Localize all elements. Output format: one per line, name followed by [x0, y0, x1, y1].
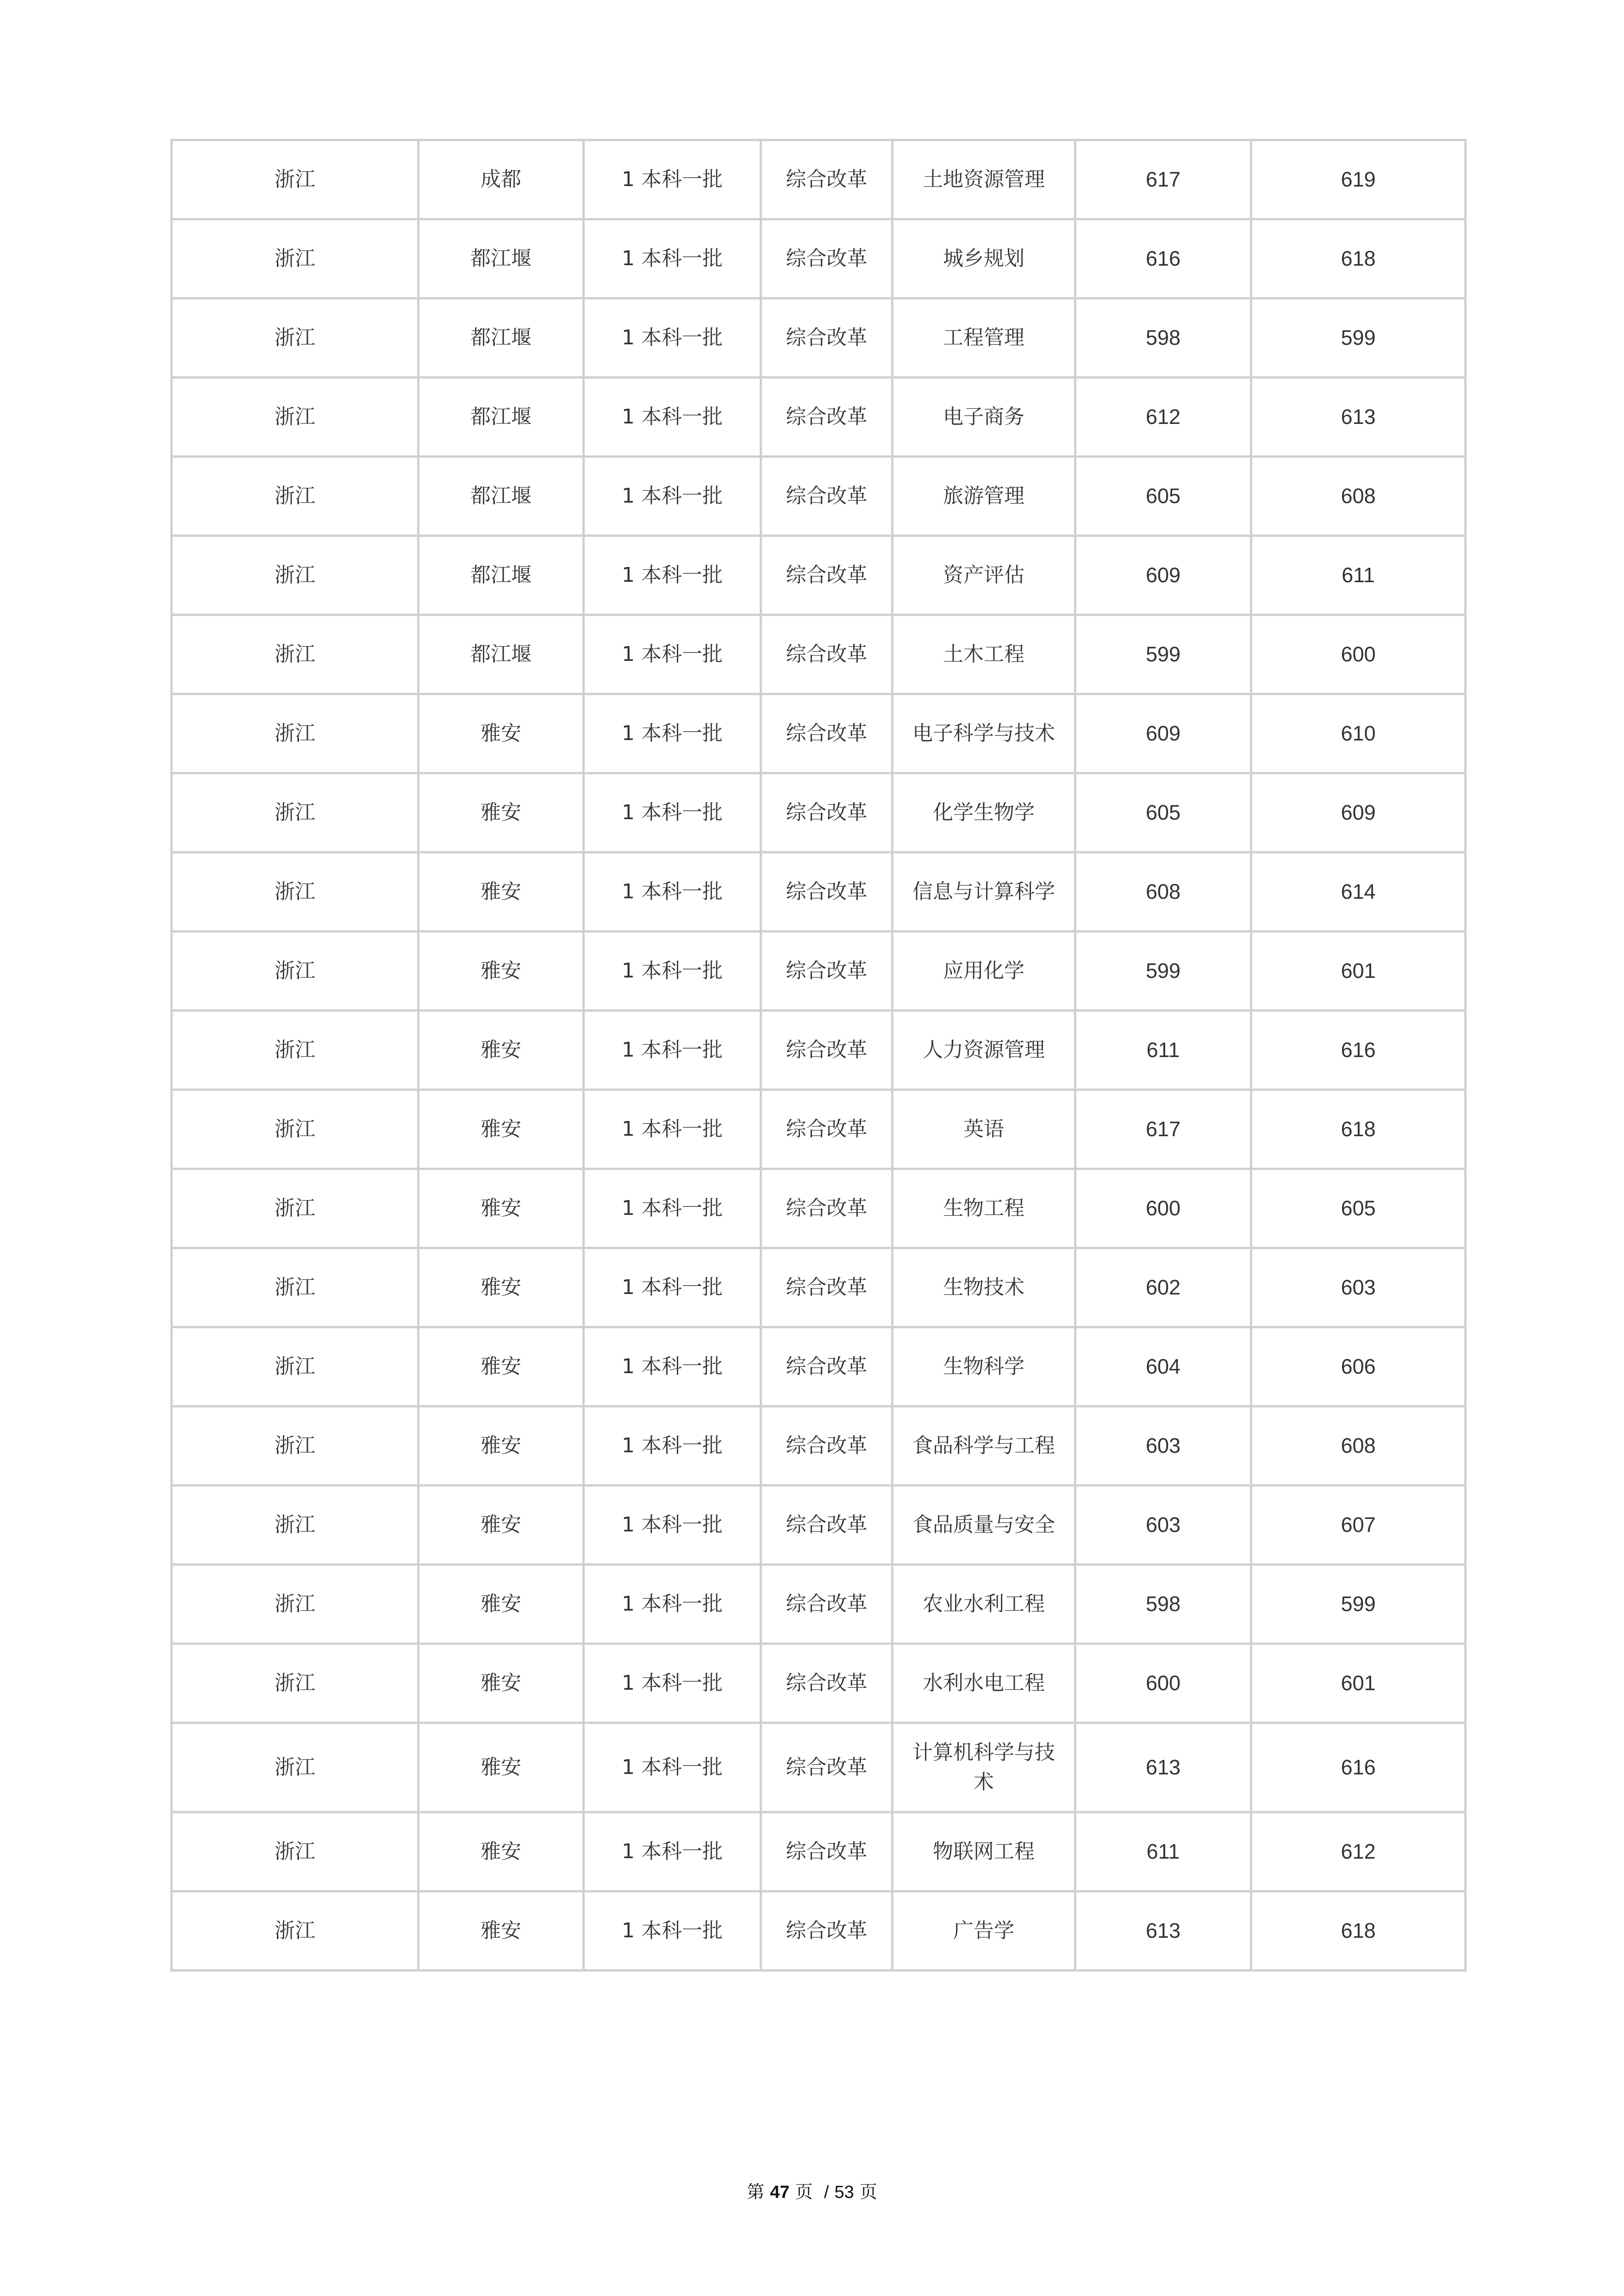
- min-score-cell: 612: [1075, 378, 1251, 457]
- batch-cell: 1 本科一批: [584, 1565, 761, 1644]
- major-cell: 城乡规划: [893, 219, 1075, 299]
- min-score-cell: 609: [1075, 536, 1251, 615]
- page-footer: [0, 2178, 1624, 2203]
- subject-type-cell: 综合改革: [761, 457, 893, 536]
- max-score-cell: 618: [1251, 1892, 1466, 1971]
- min-score-cell: 605: [1075, 773, 1251, 852]
- min-score-cell: 613: [1075, 1723, 1251, 1812]
- table-row: [172, 378, 1466, 457]
- max-score-cell: 608: [1251, 1406, 1466, 1486]
- footer-separator: /: [824, 2183, 829, 2202]
- major-cell: 农业水利工程: [893, 1565, 1075, 1644]
- subject-type-cell: 综合改革: [761, 1090, 893, 1169]
- max-score-cell: 599: [1251, 299, 1466, 378]
- subject-type-cell: 综合改革: [761, 299, 893, 378]
- campus-cell: 雅安: [418, 1723, 584, 1812]
- province-cell: 浙江: [172, 1169, 418, 1248]
- max-score-cell: 600: [1251, 615, 1466, 694]
- batch-cell: 1 本科一批: [584, 1406, 761, 1486]
- min-score-cell: 616: [1075, 219, 1251, 299]
- min-score-cell: 599: [1075, 932, 1251, 1011]
- current-page: 47: [770, 2183, 790, 2202]
- campus-cell: 雅安: [418, 1327, 584, 1406]
- campus-cell: 雅安: [418, 694, 584, 773]
- campus-cell: 都江堰: [418, 536, 584, 615]
- province-cell: 浙江: [172, 1644, 418, 1723]
- max-score-cell: 612: [1251, 1812, 1466, 1892]
- table-row: [172, 1486, 1466, 1565]
- max-score-cell: 613: [1251, 378, 1466, 457]
- table-row: [172, 1090, 1466, 1169]
- table-row: [172, 140, 1466, 219]
- province-cell: 浙江: [172, 378, 418, 457]
- max-score-cell: 609: [1251, 773, 1466, 852]
- min-score-cell: 603: [1075, 1406, 1251, 1486]
- major-cell: 旅游管理: [893, 457, 1075, 536]
- subject-type-cell: 综合改革: [761, 1327, 893, 1406]
- subject-type-cell: 综合改革: [761, 694, 893, 773]
- province-cell: 浙江: [172, 140, 418, 219]
- subject-type-cell: 综合改革: [761, 1169, 893, 1248]
- major-cell: 水利水电工程: [893, 1644, 1075, 1723]
- campus-cell: 雅安: [418, 1406, 584, 1486]
- min-score-cell: 617: [1075, 1090, 1251, 1169]
- province-cell: 浙江: [172, 457, 418, 536]
- major-cell: 土地资源管理: [893, 140, 1075, 219]
- max-score-cell: 599: [1251, 1565, 1466, 1644]
- table-row: [172, 219, 1466, 299]
- batch-cell: 1 本科一批: [584, 536, 761, 615]
- min-score-cell: 617: [1075, 140, 1251, 219]
- major-cell: 电子科学与技术: [893, 694, 1075, 773]
- major-cell: 工程管理: [893, 299, 1075, 378]
- table-row: [172, 932, 1466, 1011]
- campus-cell: 雅安: [418, 1090, 584, 1169]
- subject-type-cell: 综合改革: [761, 1486, 893, 1565]
- campus-cell: 都江堰: [418, 299, 584, 378]
- subject-type-cell: 综合改革: [761, 852, 893, 932]
- major-cell: 信息与计算科学: [893, 852, 1075, 932]
- campus-cell: 雅安: [418, 1248, 584, 1327]
- major-cell: 生物科学: [893, 1327, 1075, 1406]
- major-cell: 物联网工程: [893, 1812, 1075, 1892]
- footer-page-word: 页: [795, 2182, 813, 2202]
- table-row: [172, 536, 1466, 615]
- subject-type-cell: 综合改革: [761, 1723, 893, 1812]
- subject-type-cell: 综合改革: [761, 219, 893, 299]
- campus-cell: 雅安: [418, 1486, 584, 1565]
- min-score-cell: 600: [1075, 1644, 1251, 1723]
- batch-cell: 1 本科一批: [584, 1812, 761, 1892]
- province-cell: 浙江: [172, 1812, 418, 1892]
- subject-type-cell: 综合改革: [761, 1892, 893, 1971]
- footer-prefix: 第: [747, 2182, 765, 2202]
- major-cell: 食品质量与安全: [893, 1486, 1075, 1565]
- campus-cell: 雅安: [418, 1644, 584, 1723]
- province-cell: 浙江: [172, 1011, 418, 1090]
- min-score-cell: 605: [1075, 457, 1251, 536]
- major-cell: 人力资源管理: [893, 1011, 1075, 1090]
- table-row: [172, 299, 1466, 378]
- min-score-cell: 611: [1075, 1812, 1251, 1892]
- table-row: [172, 615, 1466, 694]
- campus-cell: 雅安: [418, 1812, 584, 1892]
- max-score-cell: 603: [1251, 1248, 1466, 1327]
- table-row: [172, 1644, 1466, 1723]
- batch-cell: 1 本科一批: [584, 1327, 761, 1406]
- subject-type-cell: 综合改革: [761, 1565, 893, 1644]
- batch-cell: 1 本科一批: [584, 1090, 761, 1169]
- max-score-cell: 611: [1251, 536, 1466, 615]
- province-cell: 浙江: [172, 219, 418, 299]
- batch-cell: 1 本科一批: [584, 852, 761, 932]
- min-score-cell: 613: [1075, 1892, 1251, 1971]
- batch-cell: 1 本科一批: [584, 299, 761, 378]
- min-score-cell: 608: [1075, 852, 1251, 932]
- batch-cell: 1 本科一批: [584, 615, 761, 694]
- table-row: [172, 457, 1466, 536]
- province-cell: 浙江: [172, 773, 418, 852]
- province-cell: 浙江: [172, 536, 418, 615]
- max-score-cell: 616: [1251, 1011, 1466, 1090]
- campus-cell: 雅安: [418, 773, 584, 852]
- province-cell: 浙江: [172, 1406, 418, 1486]
- min-score-cell: 600: [1075, 1169, 1251, 1248]
- batch-cell: 1 本科一批: [584, 1892, 761, 1971]
- campus-cell: 雅安: [418, 852, 584, 932]
- province-cell: 浙江: [172, 1892, 418, 1971]
- min-score-cell: 599: [1075, 615, 1251, 694]
- subject-type-cell: 综合改革: [761, 932, 893, 1011]
- major-cell: 生物工程: [893, 1169, 1075, 1248]
- major-cell: 广告学: [893, 1892, 1075, 1971]
- min-score-cell: 611: [1075, 1011, 1251, 1090]
- table-row: [172, 773, 1466, 852]
- campus-cell: 都江堰: [418, 219, 584, 299]
- major-cell: 计算机科学与技术: [893, 1723, 1075, 1812]
- max-score-cell: 619: [1251, 140, 1466, 219]
- batch-cell: 1 本科一批: [584, 1011, 761, 1090]
- table-row: [172, 1327, 1466, 1406]
- table-row: [172, 1723, 1466, 1812]
- max-score-cell: 601: [1251, 1644, 1466, 1723]
- campus-cell: 雅安: [418, 1892, 584, 1971]
- table-row: [172, 1248, 1466, 1327]
- subject-type-cell: 综合改革: [761, 536, 893, 615]
- table-row: [172, 1406, 1466, 1486]
- max-score-cell: 616: [1251, 1723, 1466, 1812]
- min-score-cell: 609: [1075, 694, 1251, 773]
- major-cell: 生物技术: [893, 1248, 1075, 1327]
- min-score-cell: 598: [1075, 299, 1251, 378]
- subject-type-cell: 综合改革: [761, 1406, 893, 1486]
- subject-type-cell: 综合改革: [761, 615, 893, 694]
- campus-cell: 雅安: [418, 1011, 584, 1090]
- min-score-cell: 604: [1075, 1327, 1251, 1406]
- province-cell: 浙江: [172, 1090, 418, 1169]
- batch-cell: 1 本科一批: [584, 1248, 761, 1327]
- admission-scores-table: [170, 139, 1467, 1972]
- max-score-cell: 607: [1251, 1486, 1466, 1565]
- province-cell: 浙江: [172, 694, 418, 773]
- batch-cell: 1 本科一批: [584, 773, 761, 852]
- min-score-cell: 603: [1075, 1486, 1251, 1565]
- batch-cell: 1 本科一批: [584, 378, 761, 457]
- campus-cell: 都江堰: [418, 615, 584, 694]
- province-cell: 浙江: [172, 299, 418, 378]
- table-row: [172, 1565, 1466, 1644]
- footer-suffix: 页: [859, 2182, 877, 2202]
- max-score-cell: 606: [1251, 1327, 1466, 1406]
- min-score-cell: 602: [1075, 1248, 1251, 1327]
- subject-type-cell: 综合改革: [761, 773, 893, 852]
- province-cell: 浙江: [172, 852, 418, 932]
- max-score-cell: 618: [1251, 1090, 1466, 1169]
- batch-cell: 1 本科一批: [584, 932, 761, 1011]
- major-cell: 英语: [893, 1090, 1075, 1169]
- table-body: [172, 140, 1466, 1971]
- batch-cell: 1 本科一批: [584, 140, 761, 219]
- total-pages: 53: [834, 2183, 854, 2202]
- province-cell: 浙江: [172, 615, 418, 694]
- batch-cell: 1 本科一批: [584, 694, 761, 773]
- table-row: [172, 1011, 1466, 1090]
- batch-cell: 1 本科一批: [584, 1644, 761, 1723]
- major-cell: 资产评估: [893, 536, 1075, 615]
- major-cell: 电子商务: [893, 378, 1075, 457]
- table-row: [172, 1812, 1466, 1892]
- table-row: [172, 1892, 1466, 1971]
- max-score-cell: 614: [1251, 852, 1466, 932]
- table-row: [172, 1169, 1466, 1248]
- subject-type-cell: 综合改革: [761, 1644, 893, 1723]
- max-score-cell: 608: [1251, 457, 1466, 536]
- major-cell: 应用化学: [893, 932, 1075, 1011]
- batch-cell: 1 本科一批: [584, 1169, 761, 1248]
- campus-cell: 都江堰: [418, 457, 584, 536]
- campus-cell: 雅安: [418, 1565, 584, 1644]
- province-cell: 浙江: [172, 1565, 418, 1644]
- major-cell: 土木工程: [893, 615, 1075, 694]
- max-score-cell: 601: [1251, 932, 1466, 1011]
- campus-cell: 都江堰: [418, 378, 584, 457]
- major-cell: 化学生物学: [893, 773, 1075, 852]
- max-score-cell: 605: [1251, 1169, 1466, 1248]
- max-score-cell: 610: [1251, 694, 1466, 773]
- subject-type-cell: 综合改革: [761, 1011, 893, 1090]
- subject-type-cell: 综合改革: [761, 1812, 893, 1892]
- subject-type-cell: 综合改革: [761, 1248, 893, 1327]
- province-cell: 浙江: [172, 1723, 418, 1812]
- batch-cell: 1 本科一批: [584, 1486, 761, 1565]
- province-cell: 浙江: [172, 1486, 418, 1565]
- table-row: [172, 694, 1466, 773]
- subject-type-cell: 综合改革: [761, 140, 893, 219]
- campus-cell: 雅安: [418, 932, 584, 1011]
- max-score-cell: 618: [1251, 219, 1466, 299]
- campus-cell: 成都: [418, 140, 584, 219]
- province-cell: 浙江: [172, 932, 418, 1011]
- campus-cell: 雅安: [418, 1169, 584, 1248]
- major-cell: 食品科学与工程: [893, 1406, 1075, 1486]
- subject-type-cell: 综合改革: [761, 378, 893, 457]
- province-cell: 浙江: [172, 1327, 418, 1406]
- batch-cell: 1 本科一批: [584, 1723, 761, 1812]
- min-score-cell: 598: [1075, 1565, 1251, 1644]
- table-row: [172, 852, 1466, 932]
- batch-cell: 1 本科一批: [584, 457, 761, 536]
- batch-cell: 1 本科一批: [584, 219, 761, 299]
- province-cell: 浙江: [172, 1248, 418, 1327]
